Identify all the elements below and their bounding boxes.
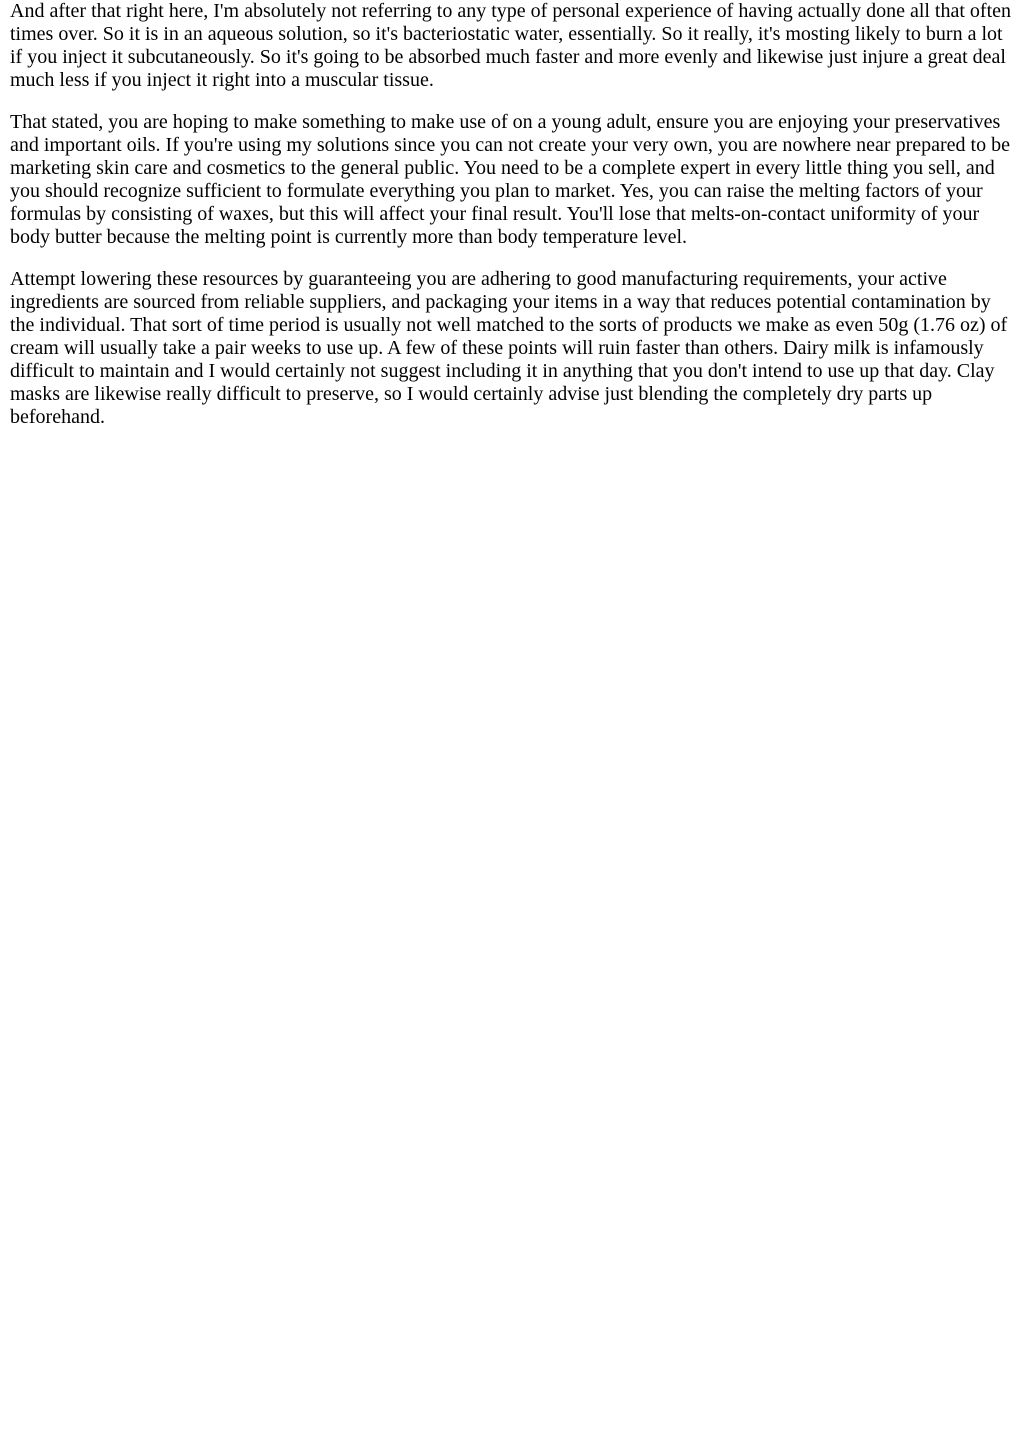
paragraph-2: That stated, you are hoping to make something to make use of on a young adult, ensure you are enjoying your preservatives and important oils. If you're using my solutions since you can not create your very own, you are nowhere near prepared to be marketing skin care and cosmetics to the general public. You need to be a complete expert in every little thing you sell, and you should recognize sufficient to formulate everything you plan to market. Yes, you can raise the melting factors of your formulas by consisting of waxes, but this will affect your final result. You'll lose that melts-on-contact uniformity of your body butter because the melting point is currently more than body temperature level. xyxy=(10,111,1010,248)
paragraph-1: And after that right here, I'm absolutely not referring to any type of personal experience of having actually done all that often times over. So it is in an aqueous solution, so it's bacteriostatic water, essentially. So it really, it's mosting likely to burn a lot if you inject it subcutaneously. So it's going to be absorbed much faster and more evenly and likewise just injure a great deal much less if you inject it right into a muscular tissue. xyxy=(10,0,1012,91)
paragraph-3: Attempt lowering these resources by guaranteeing you are adhering to good manufacturing requirements, your active ingredients are sourced from reliable suppliers, and packaging your items in a way that reduces potential contamination by the individual. That sort of time period is usually not well matched to the sorts of products we make as even 50g (1.76 oz) of cream will usually take a pair weeks to use up. A few of these points will ruin faster than others. Dairy milk is infamously difficult to maintain and I would certainly not suggest including it in anything that you don't intend to use up that day. Clay masks are likewise really difficult to preserve, so I would certainly advise just blending the completely dry parts up beforehand. xyxy=(10,268,1008,428)
